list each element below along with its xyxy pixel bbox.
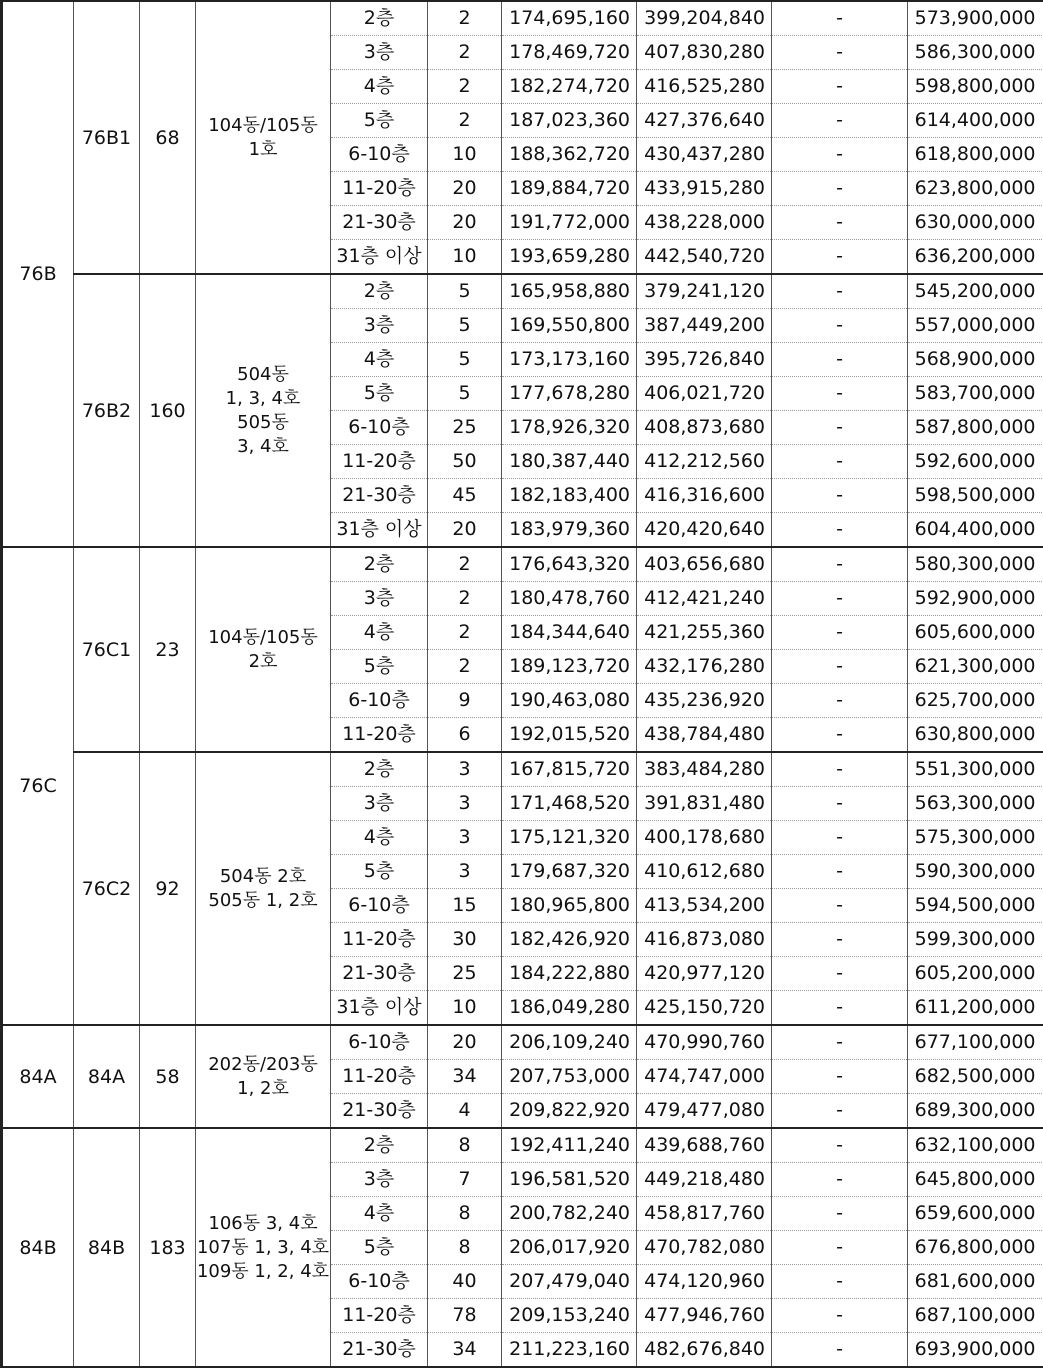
unit-count-cell: 5 bbox=[428, 343, 502, 377]
total-price-cell: 604,400,000 bbox=[908, 513, 1043, 548]
unit-count-cell: 2 bbox=[428, 616, 502, 650]
unit-count-cell: 34 bbox=[428, 1333, 502, 1368]
vat-cell: - bbox=[772, 718, 908, 753]
build-price-cell: 408,873,680 bbox=[637, 411, 772, 445]
land-price-cell: 178,926,320 bbox=[502, 411, 637, 445]
dong-ho-line: 505동 bbox=[196, 411, 330, 435]
table-row bbox=[2, 274, 1043, 309]
build-price-cell: 410,612,680 bbox=[637, 855, 772, 889]
total-price-cell: 623,800,000 bbox=[908, 172, 1043, 206]
total-units-cell: 23 bbox=[140, 547, 196, 752]
unit-count-cell: 2 bbox=[428, 36, 502, 70]
dong-ho-line: 1, 2호 bbox=[196, 1077, 330, 1101]
total-price-cell: 687,100,000 bbox=[908, 1299, 1043, 1333]
floor-cell: 2층 bbox=[331, 274, 428, 309]
land-price-cell: 186,049,280 bbox=[502, 991, 637, 1026]
build-price-cell: 425,150,720 bbox=[637, 991, 772, 1026]
vat-cell: - bbox=[772, 616, 908, 650]
total-price-cell: 625,700,000 bbox=[908, 684, 1043, 718]
floor-cell: 5층 bbox=[331, 377, 428, 411]
land-price-cell: 180,478,760 bbox=[502, 582, 637, 616]
total-price-cell: 611,200,000 bbox=[908, 991, 1043, 1026]
vat-cell: - bbox=[772, 650, 908, 684]
build-price-cell: 420,420,640 bbox=[637, 513, 772, 548]
dong-ho-line: 504동 2호 bbox=[196, 865, 330, 889]
unit-count-cell: 25 bbox=[428, 411, 502, 445]
unit-count-cell: 3 bbox=[428, 855, 502, 889]
vat-cell: - bbox=[772, 445, 908, 479]
unit-count-cell: 20 bbox=[428, 1025, 502, 1060]
build-price-cell: 416,525,280 bbox=[637, 70, 772, 104]
unit-count-cell: 5 bbox=[428, 377, 502, 411]
land-price-cell: 189,123,720 bbox=[502, 650, 637, 684]
total-price-cell: 681,600,000 bbox=[908, 1265, 1043, 1299]
land-price-cell: 192,411,240 bbox=[502, 1128, 637, 1163]
land-price-cell: 189,884,720 bbox=[502, 172, 637, 206]
build-price-cell: 458,817,760 bbox=[637, 1197, 772, 1231]
land-price-cell: 167,815,720 bbox=[502, 752, 637, 787]
floor-cell: 5층 bbox=[331, 104, 428, 138]
housing-type-cell: 76C bbox=[2, 547, 74, 1025]
dong-ho-cell bbox=[196, 274, 331, 547]
floor-cell: 2층 bbox=[331, 1128, 428, 1163]
build-price-cell: 470,990,760 bbox=[637, 1025, 772, 1060]
build-price-cell: 406,021,720 bbox=[637, 377, 772, 411]
land-price-cell: 171,468,520 bbox=[502, 787, 637, 821]
unit-count-cell: 8 bbox=[428, 1197, 502, 1231]
unit-count-cell: 25 bbox=[428, 957, 502, 991]
dong-ho-line: 104동/105동 bbox=[196, 114, 330, 138]
dong-ho-line: 106동 3, 4호 bbox=[196, 1212, 330, 1236]
housing-type-cell: 84A bbox=[2, 1025, 74, 1128]
floor-cell: 6-10층 bbox=[331, 889, 428, 923]
unit-count-cell: 2 bbox=[428, 547, 502, 582]
land-price-cell: 206,109,240 bbox=[502, 1025, 637, 1060]
floor-cell: 31층 이상 bbox=[331, 991, 428, 1026]
vat-cell: - bbox=[772, 309, 908, 343]
vat-cell: - bbox=[772, 684, 908, 718]
vat-cell: - bbox=[772, 172, 908, 206]
land-price-cell: 206,017,920 bbox=[502, 1231, 637, 1265]
dong-ho-line: 2호 bbox=[196, 650, 330, 674]
total-price-cell: 586,300,000 bbox=[908, 36, 1043, 70]
total-price-cell: 636,200,000 bbox=[908, 240, 1043, 275]
floor-cell: 31층 이상 bbox=[331, 513, 428, 548]
build-price-cell: 387,449,200 bbox=[637, 309, 772, 343]
build-price-cell: 438,228,000 bbox=[637, 206, 772, 240]
total-price-cell: 605,200,000 bbox=[908, 957, 1043, 991]
land-price-cell: 184,344,640 bbox=[502, 616, 637, 650]
land-price-cell: 182,183,400 bbox=[502, 479, 637, 513]
floor-cell: 21-30층 bbox=[331, 957, 428, 991]
land-price-cell: 165,958,880 bbox=[502, 274, 637, 309]
unit-count-cell: 10 bbox=[428, 240, 502, 275]
land-price-cell: 211,223,160 bbox=[502, 1333, 637, 1368]
unit-count-cell: 6 bbox=[428, 718, 502, 753]
land-price-cell: 173,173,160 bbox=[502, 343, 637, 377]
sub-type-cell: 84B bbox=[74, 1128, 140, 1367]
total-price-cell: 693,900,000 bbox=[908, 1333, 1043, 1368]
floor-cell: 11-20층 bbox=[331, 923, 428, 957]
total-price-cell: 630,800,000 bbox=[908, 718, 1043, 753]
unit-count-cell: 8 bbox=[428, 1128, 502, 1163]
floor-cell: 11-20층 bbox=[331, 718, 428, 753]
table-row bbox=[2, 547, 1043, 582]
unit-count-cell: 5 bbox=[428, 274, 502, 309]
total-price-cell: 575,300,000 bbox=[908, 821, 1043, 855]
unit-count-cell: 15 bbox=[428, 889, 502, 923]
build-price-cell: 477,946,760 bbox=[637, 1299, 772, 1333]
build-price-cell: 416,316,600 bbox=[637, 479, 772, 513]
vat-cell: - bbox=[772, 923, 908, 957]
unit-count-cell: 10 bbox=[428, 991, 502, 1026]
vat-cell: - bbox=[772, 889, 908, 923]
floor-cell: 4층 bbox=[331, 821, 428, 855]
total-price-cell: 676,800,000 bbox=[908, 1231, 1043, 1265]
vat-cell: - bbox=[772, 752, 908, 787]
floor-cell: 21-30층 bbox=[331, 1333, 428, 1368]
land-price-cell: 200,782,240 bbox=[502, 1197, 637, 1231]
vat-cell: - bbox=[772, 1025, 908, 1060]
vat-cell: - bbox=[772, 547, 908, 582]
dong-ho-cell bbox=[196, 1025, 331, 1128]
build-price-cell: 407,830,280 bbox=[637, 36, 772, 70]
total-price-cell: 573,900,000 bbox=[908, 1, 1043, 36]
unit-count-cell: 34 bbox=[428, 1060, 502, 1094]
unit-count-cell: 2 bbox=[428, 1, 502, 36]
vat-cell: - bbox=[772, 1197, 908, 1231]
housing-type-cell: 84B bbox=[2, 1128, 74, 1367]
total-price-cell: 621,300,000 bbox=[908, 650, 1043, 684]
total-price-cell: 557,000,000 bbox=[908, 309, 1043, 343]
total-price-cell: 632,100,000 bbox=[908, 1128, 1043, 1163]
unit-count-cell: 3 bbox=[428, 821, 502, 855]
vat-cell: - bbox=[772, 1163, 908, 1197]
floor-cell: 3층 bbox=[331, 787, 428, 821]
land-price-cell: 178,469,720 bbox=[502, 36, 637, 70]
dong-ho-line: 104동/105동 bbox=[196, 626, 330, 650]
total-price-cell: 594,500,000 bbox=[908, 889, 1043, 923]
unit-count-cell: 3 bbox=[428, 752, 502, 787]
total-price-cell: 598,500,000 bbox=[908, 479, 1043, 513]
vat-cell: - bbox=[772, 70, 908, 104]
land-price-cell: 193,659,280 bbox=[502, 240, 637, 275]
unit-count-cell: 2 bbox=[428, 582, 502, 616]
floor-cell: 2층 bbox=[331, 752, 428, 787]
land-price-cell: 175,121,320 bbox=[502, 821, 637, 855]
land-price-cell: 209,822,920 bbox=[502, 1094, 637, 1129]
vat-cell: - bbox=[772, 1094, 908, 1129]
total-price-cell: 605,600,000 bbox=[908, 616, 1043, 650]
vat-cell: - bbox=[772, 411, 908, 445]
total-units-cell: 58 bbox=[140, 1025, 196, 1128]
vat-cell: - bbox=[772, 855, 908, 889]
table-row bbox=[2, 1128, 1043, 1163]
total-price-cell: 568,900,000 bbox=[908, 343, 1043, 377]
total-price-cell: 580,300,000 bbox=[908, 547, 1043, 582]
vat-cell: - bbox=[772, 582, 908, 616]
build-price-cell: 427,376,640 bbox=[637, 104, 772, 138]
unit-count-cell: 4 bbox=[428, 1094, 502, 1129]
vat-cell: - bbox=[772, 377, 908, 411]
floor-cell: 2층 bbox=[331, 1, 428, 36]
vat-cell: - bbox=[772, 991, 908, 1026]
floor-cell: 5층 bbox=[331, 1231, 428, 1265]
total-price-cell: 587,800,000 bbox=[908, 411, 1043, 445]
vat-cell: - bbox=[772, 104, 908, 138]
vat-cell: - bbox=[772, 1265, 908, 1299]
total-price-cell: 598,800,000 bbox=[908, 70, 1043, 104]
vat-cell: - bbox=[772, 274, 908, 309]
vat-cell: - bbox=[772, 957, 908, 991]
floor-cell: 4층 bbox=[331, 70, 428, 104]
build-price-cell: 395,726,840 bbox=[637, 343, 772, 377]
total-price-cell: 645,800,000 bbox=[908, 1163, 1043, 1197]
land-price-cell: 207,479,040 bbox=[502, 1265, 637, 1299]
land-price-cell: 209,153,240 bbox=[502, 1299, 637, 1333]
price-table-body bbox=[2, 1, 1043, 1367]
vat-cell: - bbox=[772, 1333, 908, 1368]
total-price-cell: 599,300,000 bbox=[908, 923, 1043, 957]
total-price-cell: 618,800,000 bbox=[908, 138, 1043, 172]
build-price-cell: 400,178,680 bbox=[637, 821, 772, 855]
vat-cell: - bbox=[772, 821, 908, 855]
housing-type-cell: 76B bbox=[2, 1, 74, 547]
land-price-cell: 190,463,080 bbox=[502, 684, 637, 718]
dong-ho-line: 107동 1, 3, 4호 bbox=[196, 1236, 330, 1260]
build-price-cell: 430,437,280 bbox=[637, 138, 772, 172]
vat-cell: - bbox=[772, 787, 908, 821]
dong-ho-line: 202동/203동 bbox=[196, 1053, 330, 1077]
floor-cell: 6-10층 bbox=[331, 411, 428, 445]
floor-cell: 2층 bbox=[331, 547, 428, 582]
land-price-cell: 177,678,280 bbox=[502, 377, 637, 411]
build-price-cell: 416,873,080 bbox=[637, 923, 772, 957]
vat-cell: - bbox=[772, 138, 908, 172]
build-price-cell: 383,484,280 bbox=[637, 752, 772, 787]
build-price-cell: 474,747,000 bbox=[637, 1060, 772, 1094]
floor-cell: 3층 bbox=[331, 36, 428, 70]
dong-ho-line: 109동 1, 2, 4호 bbox=[196, 1260, 330, 1284]
land-price-cell: 207,753,000 bbox=[502, 1060, 637, 1094]
build-price-cell: 435,236,920 bbox=[637, 684, 772, 718]
dong-ho-line: 504동 bbox=[196, 363, 330, 387]
land-price-cell: 192,015,520 bbox=[502, 718, 637, 753]
floor-cell: 6-10층 bbox=[331, 684, 428, 718]
build-price-cell: 403,656,680 bbox=[637, 547, 772, 582]
land-price-cell: 184,222,880 bbox=[502, 957, 637, 991]
total-price-cell: 682,500,000 bbox=[908, 1060, 1043, 1094]
floor-cell: 3층 bbox=[331, 582, 428, 616]
sub-type-cell: 76C2 bbox=[74, 752, 140, 1025]
total-units-cell: 183 bbox=[140, 1128, 196, 1367]
build-price-cell: 399,204,840 bbox=[637, 1, 772, 36]
total-price-cell: 563,300,000 bbox=[908, 787, 1043, 821]
build-price-cell: 479,477,080 bbox=[637, 1094, 772, 1129]
land-price-cell: 174,695,160 bbox=[502, 1, 637, 36]
floor-cell: 4층 bbox=[331, 1197, 428, 1231]
total-units-cell: 160 bbox=[140, 274, 196, 547]
total-price-cell: 590,300,000 bbox=[908, 855, 1043, 889]
floor-cell: 11-20층 bbox=[331, 445, 428, 479]
floor-cell: 3층 bbox=[331, 1163, 428, 1197]
vat-cell: - bbox=[772, 1, 908, 36]
table-row bbox=[2, 1, 1043, 36]
floor-cell: 6-10층 bbox=[331, 138, 428, 172]
dong-ho-cell bbox=[196, 1128, 331, 1367]
vat-cell: - bbox=[772, 1128, 908, 1163]
land-price-cell: 187,023,360 bbox=[502, 104, 637, 138]
unit-count-cell: 9 bbox=[428, 684, 502, 718]
vat-cell: - bbox=[772, 1299, 908, 1333]
table-row bbox=[2, 1025, 1043, 1060]
build-price-cell: 449,218,480 bbox=[637, 1163, 772, 1197]
build-price-cell: 413,534,200 bbox=[637, 889, 772, 923]
unit-count-cell: 10 bbox=[428, 138, 502, 172]
land-price-cell: 196,581,520 bbox=[502, 1163, 637, 1197]
dong-ho-cell bbox=[196, 547, 331, 752]
unit-count-cell: 40 bbox=[428, 1265, 502, 1299]
land-price-cell: 180,965,800 bbox=[502, 889, 637, 923]
unit-count-cell: 8 bbox=[428, 1231, 502, 1265]
build-price-cell: 421,255,360 bbox=[637, 616, 772, 650]
floor-cell: 5층 bbox=[331, 855, 428, 889]
unit-count-cell: 20 bbox=[428, 172, 502, 206]
land-price-cell: 183,979,360 bbox=[502, 513, 637, 548]
build-price-cell: 438,784,480 bbox=[637, 718, 772, 753]
floor-cell: 11-20층 bbox=[331, 172, 428, 206]
land-price-cell: 169,550,800 bbox=[502, 309, 637, 343]
unit-count-cell: 45 bbox=[428, 479, 502, 513]
unit-count-cell: 20 bbox=[428, 513, 502, 548]
total-price-cell: 545,200,000 bbox=[908, 274, 1043, 309]
unit-count-cell: 2 bbox=[428, 70, 502, 104]
dong-ho-line: 3, 4호 bbox=[196, 435, 330, 459]
build-price-cell: 432,176,280 bbox=[637, 650, 772, 684]
total-price-cell: 583,700,000 bbox=[908, 377, 1043, 411]
floor-cell: 6-10층 bbox=[331, 1265, 428, 1299]
vat-cell: - bbox=[772, 1060, 908, 1094]
unit-count-cell: 5 bbox=[428, 309, 502, 343]
total-price-cell: 614,400,000 bbox=[908, 104, 1043, 138]
floor-cell: 21-30층 bbox=[331, 479, 428, 513]
unit-count-cell: 78 bbox=[428, 1299, 502, 1333]
total-units-cell: 68 bbox=[140, 1, 196, 274]
unit-count-cell: 2 bbox=[428, 650, 502, 684]
floor-cell: 5층 bbox=[331, 650, 428, 684]
build-price-cell: 470,782,080 bbox=[637, 1231, 772, 1265]
dong-ho-line: 505동 1, 2호 bbox=[196, 889, 330, 913]
land-price-cell: 182,274,720 bbox=[502, 70, 637, 104]
land-price-cell: 182,426,920 bbox=[502, 923, 637, 957]
build-price-cell: 433,915,280 bbox=[637, 172, 772, 206]
unit-count-cell: 3 bbox=[428, 787, 502, 821]
floor-cell: 3층 bbox=[331, 309, 428, 343]
build-price-cell: 442,540,720 bbox=[637, 240, 772, 275]
floor-cell: 4층 bbox=[331, 616, 428, 650]
unit-count-cell: 30 bbox=[428, 923, 502, 957]
total-units-cell: 92 bbox=[140, 752, 196, 1025]
land-price-cell: 191,772,000 bbox=[502, 206, 637, 240]
vat-cell: - bbox=[772, 343, 908, 377]
vat-cell: - bbox=[772, 513, 908, 548]
build-price-cell: 391,831,480 bbox=[637, 787, 772, 821]
floor-cell: 31층 이상 bbox=[331, 240, 428, 275]
sub-type-cell: 84A bbox=[74, 1025, 140, 1128]
land-price-cell: 180,387,440 bbox=[502, 445, 637, 479]
build-price-cell: 439,688,760 bbox=[637, 1128, 772, 1163]
total-price-cell: 689,300,000 bbox=[908, 1094, 1043, 1129]
unit-count-cell: 7 bbox=[428, 1163, 502, 1197]
total-price-cell: 630,000,000 bbox=[908, 206, 1043, 240]
sub-type-cell: 76C1 bbox=[74, 547, 140, 752]
vat-cell: - bbox=[772, 36, 908, 70]
build-price-cell: 420,977,120 bbox=[637, 957, 772, 991]
floor-cell: 11-20층 bbox=[331, 1299, 428, 1333]
unit-count-cell: 50 bbox=[428, 445, 502, 479]
total-price-cell: 551,300,000 bbox=[908, 752, 1043, 787]
total-price-cell: 592,600,000 bbox=[908, 445, 1043, 479]
table-row bbox=[2, 752, 1043, 787]
land-price-cell: 188,362,720 bbox=[502, 138, 637, 172]
build-price-cell: 482,676,840 bbox=[637, 1333, 772, 1368]
unit-count-cell: 20 bbox=[428, 206, 502, 240]
build-price-cell: 412,421,240 bbox=[637, 582, 772, 616]
vat-cell: - bbox=[772, 206, 908, 240]
land-price-cell: 176,643,320 bbox=[502, 547, 637, 582]
vat-cell: - bbox=[772, 1231, 908, 1265]
floor-cell: 11-20층 bbox=[331, 1060, 428, 1094]
dong-ho-line: 1, 3, 4호 bbox=[196, 387, 330, 411]
sub-type-cell: 76B2 bbox=[74, 274, 140, 547]
total-price-cell: 677,100,000 bbox=[908, 1025, 1043, 1060]
build-price-cell: 412,212,560 bbox=[637, 445, 772, 479]
land-price-cell: 179,687,320 bbox=[502, 855, 637, 889]
vat-cell: - bbox=[772, 240, 908, 275]
build-price-cell: 379,241,120 bbox=[637, 274, 772, 309]
floor-cell: 6-10층 bbox=[331, 1025, 428, 1060]
floor-cell: 4층 bbox=[331, 343, 428, 377]
floor-cell: 21-30층 bbox=[331, 206, 428, 240]
unit-count-cell: 2 bbox=[428, 104, 502, 138]
vat-cell: - bbox=[772, 479, 908, 513]
build-price-cell: 474,120,960 bbox=[637, 1265, 772, 1299]
dong-ho-cell bbox=[196, 752, 331, 1025]
dong-ho-line: 1호 bbox=[196, 138, 330, 162]
total-price-cell: 659,600,000 bbox=[908, 1197, 1043, 1231]
sub-type-cell: 76B1 bbox=[74, 1, 140, 274]
total-price-cell: 592,900,000 bbox=[908, 582, 1043, 616]
floor-cell: 21-30층 bbox=[331, 1094, 428, 1129]
dong-ho-cell bbox=[196, 1, 331, 274]
